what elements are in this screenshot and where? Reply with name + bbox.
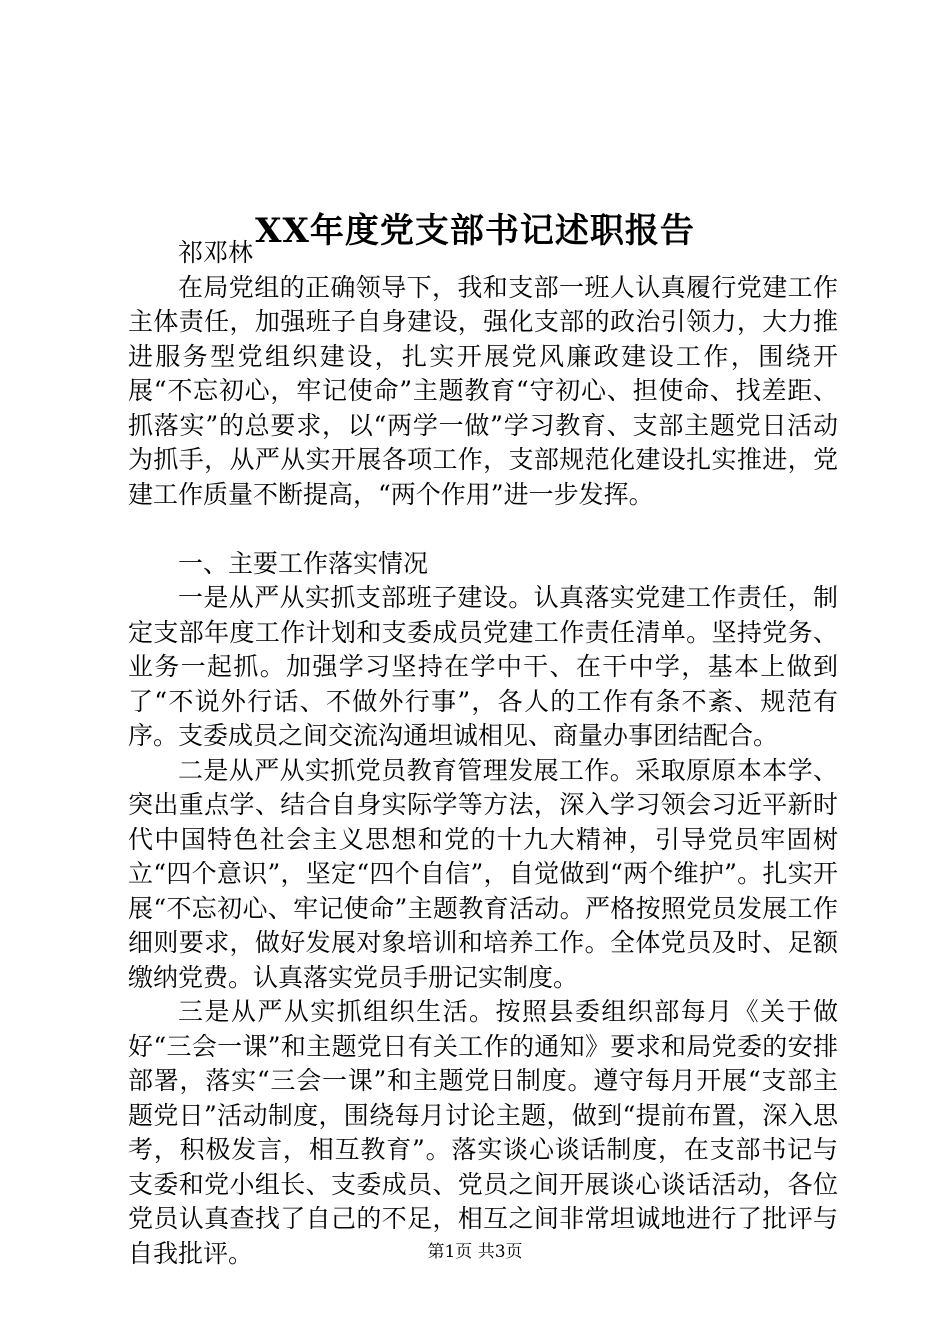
document-body [128, 236, 838, 1271]
body-paragraph: 三是从严从实抓组织生活。按照县委组织部每月《关于做好“三会一课”和主题党日有关工作的通知》要求和局党委的安排部署，落实“三会一课”和主题党日制度。遵守每月开展“支部主题党日”活动制度，围绕每月讨论主题，做到“提前布置，深入思考，积极发言，相互教育”。落实谈心谈话制度，在支部书记与支委和党小组长、支委成员、党员之间开展谈心谈话活动，各位党员认真查找了自己的不足，相互之间非常坦诚地进行了批评与自我批评。 [128, 997, 838, 1268]
section-heading: 一、主要工作落实情况 [178, 548, 429, 578]
intro-paragraph: 在局党组的正确领导下，我和支部一班人认真履行党建工作主体责任，加强班子自身建设，强化支部的政治引领力，大力推进服务型党组织建设，扎实开展党风廉政建设工作，围绕开展“不忘初心，牢记使命”主题教育“守初心、担使命、找差距、抓落实”的总要求，以“两学一做”学习教育、支部主题党日活动为抓手，从严从实开展各项工作，支部规范化建设扎实推进，党建工作质量不断提高，“两个作用”进一步发挥。 [128, 272, 838, 509]
paragraph-spacer [128, 512, 838, 547]
body-paragraph: 二是从严从实抓党员教育管理发展工作。采取原原本本学、突出重点学、结合自身实际学等方法，深入学习领会习近平新时代中国特色社会主义思想和党的十九大精神，引导党员牢固树立“四个意识”，坚定“四个自信”，自觉做到“两个维护”。扎实开展“不忘初心、牢记使命”主题教育活动。严格按照党员发展工作细则要求，做好发展对象培训和培养工作。全体党员及时、足额缴纳党费。认真落实党员手册记实制度。 [128, 755, 838, 992]
page-footer: 第1页 共3页 [427, 1242, 523, 1262]
page-title: XX年度党支部书记述职报告 [255, 210, 695, 251]
body-paragraph: 一是从严从实抓支部班子建设。认真落实党建工作责任，制定支部年度工作计划和支委成员党建工作责任清单。坚持党务、业务一起抓。加强学习坚持在学中干、在干中学，基本上做到了“不说外行话、不做外行事”，各人的工作有条不紊、规范有序。支委成员之间交流沟通坦诚相见、商量办事团结配合。 [128, 583, 838, 750]
author-name: 祁邓林 [178, 238, 254, 267]
